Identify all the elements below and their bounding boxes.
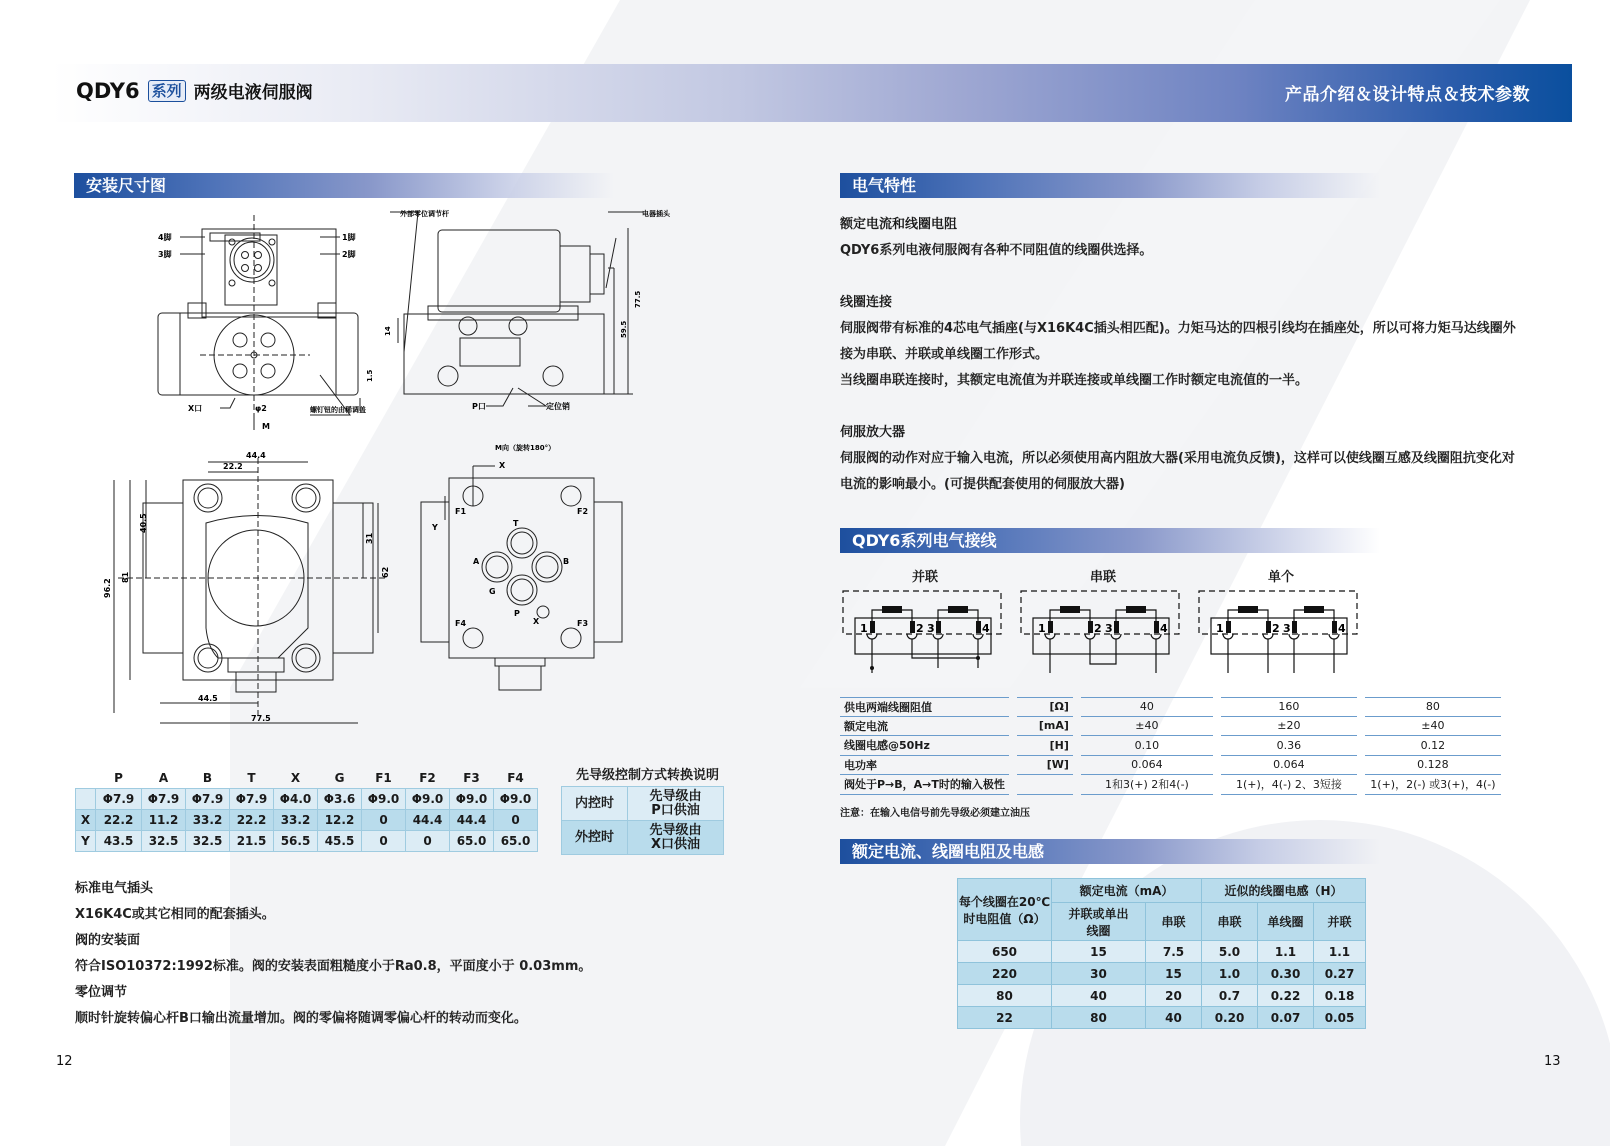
wiring-diagram-single	[1196, 588, 1361, 673]
svg-text:1脚: 1脚	[342, 233, 356, 242]
section-title-wiring: QDY6系列电气接线	[840, 528, 1380, 553]
svg-text:1: 1	[1216, 622, 1224, 635]
svg-text:B: B	[563, 557, 570, 566]
side-view-drawing	[378, 208, 678, 418]
svg-text:14: 14	[384, 326, 392, 336]
svg-text:81: 81	[121, 571, 130, 583]
svg-text:40.5: 40.5	[139, 513, 148, 533]
table-row: 22 80 40 0.20 0.07 0.05	[958, 1007, 1366, 1029]
svg-text:2: 2	[916, 622, 924, 635]
note-text: 符合ISO10372:1992标准。阀的安装表面粗糙度小于Ra0.8，平面度小于 0.03mm。	[75, 959, 592, 974]
svg-text:4: 4	[1338, 622, 1346, 635]
page-number-left: 12	[56, 1054, 73, 1069]
svg-text:F2: F2	[577, 507, 589, 516]
svg-text:2: 2	[1094, 622, 1102, 635]
table-row: X 22.2 11.2 33.2 22.2 33.2 12.2 0 44.4 44.4 0	[76, 809, 538, 830]
svg-text:M向（旋转180°）: M向（旋转180°）	[495, 444, 556, 452]
svg-text:77.5: 77.5	[634, 290, 642, 308]
front-view-drawing	[150, 215, 390, 440]
svg-text:F1: F1	[455, 507, 467, 516]
document-title	[76, 78, 313, 103]
svg-text:定位销: 定位销	[546, 402, 570, 411]
note-text: 顺时针旋转偏心杆B口输出流量增加。阀的零偏将随调零偏心杆的转动而变化。	[75, 1011, 527, 1026]
table-row: 内控时 先导级由 P口供油	[562, 787, 724, 821]
wiring-note: 注意：在输入电信号前先导级必须建立油压	[840, 808, 1030, 819]
svg-text:Y: Y	[432, 523, 438, 532]
svg-text:P口: P口	[472, 402, 486, 411]
product-subtitle: 两级电液伺服阀	[193, 83, 313, 103]
svg-text:2脚: 2脚	[342, 250, 356, 259]
note-heading: 阀的安装面	[75, 933, 141, 948]
table-row: Φ7.9 Φ7.9 Φ7.9 Φ7.9 Φ4.0 Φ3.6 Φ9.0 Φ9.0 Φ9.0 Φ9.0	[76, 788, 538, 809]
wiring-diagram-series	[1018, 588, 1183, 673]
svg-text:3脚: 3脚	[158, 250, 172, 259]
svg-text:T: T	[513, 519, 519, 528]
table-header-row: P A B T X G F1 F2 F3 F4	[114, 770, 524, 785]
table-row: 650 15 7.5 5.0 1.1 1.1	[958, 941, 1366, 963]
coil-spec-table	[957, 878, 1366, 1029]
table-row: 外控时 先导级由 X口供油	[562, 821, 724, 855]
m-view-drawing	[415, 440, 630, 695]
table-header-row: 并联或单出 线圈 串联 串联 单线圈 并联	[958, 903, 1366, 941]
section-title-coil: 额定电流、线圈电阻及电感	[840, 839, 1380, 864]
table-row: 电功率 [W] 0.064 0.064 0.128	[840, 756, 1501, 776]
note-heading: 零位调节	[75, 985, 128, 1000]
table-row: Y 43.5 32.5 32.5 21.5 56.5 45.5 0 0 65.0 65.0	[76, 830, 538, 851]
svg-text:X口: X口	[188, 404, 203, 413]
svg-text:P: P	[514, 609, 520, 618]
svg-text:3: 3	[1105, 622, 1113, 635]
section-title-install-dimensions: 安装尺寸图	[74, 173, 614, 198]
svg-text:2: 2	[1272, 622, 1280, 635]
svg-text:螺钉钮的由稀调盖: 螺钉钮的由稀调盖	[310, 406, 366, 414]
electrical-block-2: 线圈连接 伺服阀带有标准的4芯电气插座(与X16K4C插头相匹配)。力矩马达的四根引线均在插座处，所以可将力矩马达线圈外 接为串联、并联或单线圈工作形式。 当线圈串联连接时，其额定电流值为并联连接或单线圈工作时额定电流值的一半。	[840, 295, 1516, 388]
pilot-control-table	[561, 786, 724, 855]
electrical-spec-table	[832, 697, 1509, 795]
port-dimension-table	[75, 768, 538, 852]
svg-text:3: 3	[927, 622, 935, 635]
table-row: 额定电流 [mA] ±40 ±20 ±40	[840, 717, 1501, 737]
table-row: 220 30 15 1.0 0.30 0.27	[958, 963, 1366, 985]
note-heading: 标准电气插头	[75, 881, 154, 896]
svg-text:G: G	[489, 587, 496, 596]
pilot-table-title: 先导级控制方式转换说明	[576, 768, 720, 783]
table-row: 阀处于P→B，A→T时的输入极性 1和3(+) 2和4(-) 1(+)，4(-) 2、3短接 1(+)，2(-) 或3(+)，4(-)	[840, 775, 1501, 795]
svg-text:59.5: 59.5	[620, 320, 628, 338]
svg-text:A: A	[473, 557, 480, 566]
svg-text:44.4: 44.4	[246, 451, 266, 460]
wiring-diagram-parallel	[840, 588, 1005, 673]
section-title-electrical: 电气特性	[840, 173, 1380, 198]
svg-text:96.2: 96.2	[103, 578, 112, 598]
wiring-label-parallel: 并联	[912, 570, 939, 585]
svg-text:1: 1	[860, 622, 868, 635]
svg-text:44.5: 44.5	[198, 694, 218, 703]
table-row: 线圈电感@50Hz [H] 0.10 0.36 0.12	[840, 736, 1501, 756]
svg-text:22.2: 22.2	[223, 462, 243, 471]
left-notes	[75, 876, 591, 1032]
svg-text:F3: F3	[577, 619, 589, 628]
series-badge: 系列	[148, 80, 186, 102]
svg-text:电器插头: 电器插头	[642, 210, 670, 218]
svg-text:X: X	[533, 617, 540, 626]
svg-text:4: 4	[982, 622, 990, 635]
table-header-row: 每个线圈在20℃ 时电阻值（Ω） 额定电流（mA） 近似的线圈电感（H）	[958, 879, 1366, 903]
table-row: 供电两端线圈阻值 [Ω] 40 160 80	[840, 697, 1501, 717]
svg-text:31: 31	[365, 532, 374, 544]
note-text: X16K4C或其它相同的配套插头。	[75, 907, 275, 922]
svg-text:F4: F4	[455, 619, 467, 628]
svg-text:1.5: 1.5	[366, 369, 374, 382]
table-row: 80 40 20 0.7 0.22 0.18	[958, 985, 1366, 1007]
wiring-label-single: 单个	[1268, 570, 1295, 585]
page-number-right: 13	[1544, 1054, 1561, 1069]
header-section-title: 产品介绍＆设计特点＆技术参数	[1285, 85, 1530, 105]
svg-text:M: M	[262, 422, 270, 431]
top-view-drawing	[98, 448, 398, 733]
model-name: QDY6	[76, 78, 140, 103]
svg-text:4: 4	[1160, 622, 1168, 635]
svg-text:3: 3	[1283, 622, 1291, 635]
svg-text:外部零位调节杆: 外部零位调节杆	[400, 210, 449, 218]
svg-text:62: 62	[381, 566, 390, 578]
svg-text:X: X	[499, 461, 506, 470]
svg-text:1: 1	[1038, 622, 1046, 635]
svg-text:φ2: φ2	[255, 404, 267, 413]
electrical-block-3: 伺服放大器 伺服阀的动作对应于输入电流，所以必须使用高内阻放大器(采用电流负反馈)，这样可以使线圈互感及线圈阻抗变化对 电流的影响最小。(可提供配套使用的伺服放大器)	[840, 425, 1515, 492]
svg-text:77.5: 77.5	[251, 714, 271, 723]
wiring-label-series: 串联	[1090, 570, 1117, 585]
svg-text:4脚: 4脚	[158, 233, 172, 242]
electrical-block-1: 额定电流和线圈电阻 QDY6系列电液伺服阀有各种不同阻值的线圈供选择。	[840, 217, 1153, 258]
